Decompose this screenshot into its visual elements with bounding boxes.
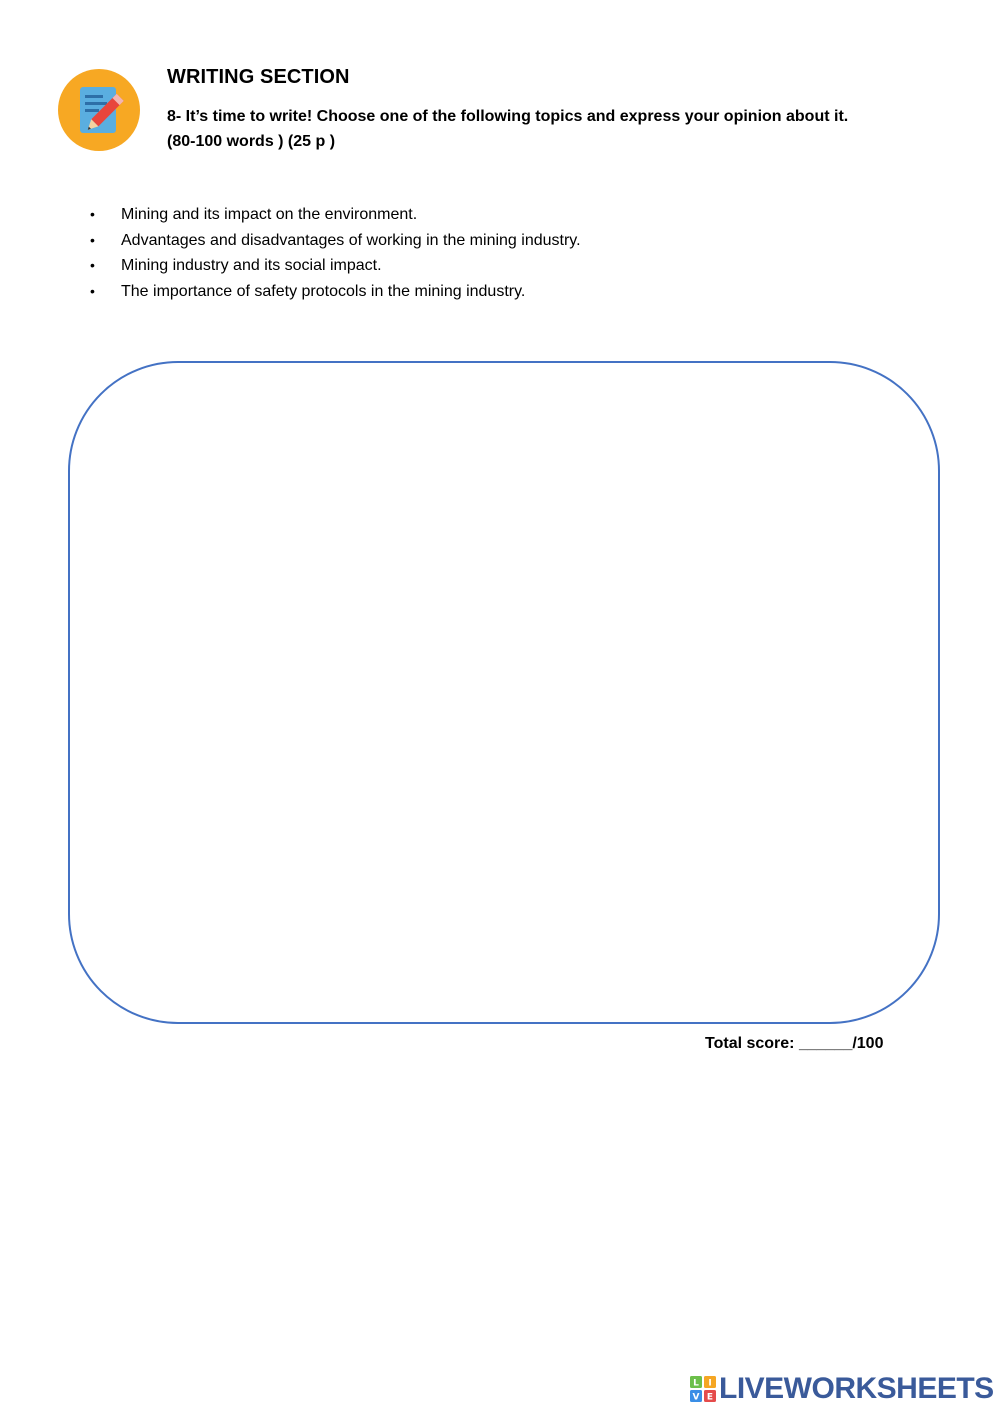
list-item xyxy=(88,228,581,254)
list-item xyxy=(88,279,581,305)
bullet-icon: • xyxy=(90,257,95,274)
list-item xyxy=(88,253,581,279)
bullet-icon: • xyxy=(90,283,95,300)
bullet-icon: • xyxy=(90,231,95,248)
writing-pencil-icon xyxy=(58,69,140,151)
svg-text:L: L xyxy=(693,1378,699,1389)
instructions-text: 8- It’s time to write! Choose one of the following topics and express your opinion about it. (80-100 words ) (25 p ) xyxy=(167,108,849,150)
liveworksheets-logo-icon xyxy=(690,1376,716,1402)
topic-list xyxy=(88,202,581,305)
svg-text:E: E xyxy=(706,1392,714,1402)
list-item xyxy=(88,202,581,228)
topic-text: Mining and its impact on the environment. xyxy=(121,206,418,223)
topic-text: Advantages and disadvantages of working in the mining industry. xyxy=(121,231,581,249)
writing-answer-area[interactable] xyxy=(68,361,940,1024)
bullet-icon: • xyxy=(90,206,95,222)
svg-text:I: I xyxy=(708,1378,712,1389)
topic-text: The importance of safety protocols in the mining industry. xyxy=(121,283,526,301)
topic-text: Mining industry and its social impact. xyxy=(121,257,382,275)
svg-text:V: V xyxy=(692,1392,700,1402)
section-title: WRITING SECTION xyxy=(167,66,350,88)
total-score: Total score: ______/100 xyxy=(705,1035,884,1052)
brand-name: LIVEWORKSHEETS xyxy=(719,1372,994,1405)
brand-footer xyxy=(690,1372,994,1406)
